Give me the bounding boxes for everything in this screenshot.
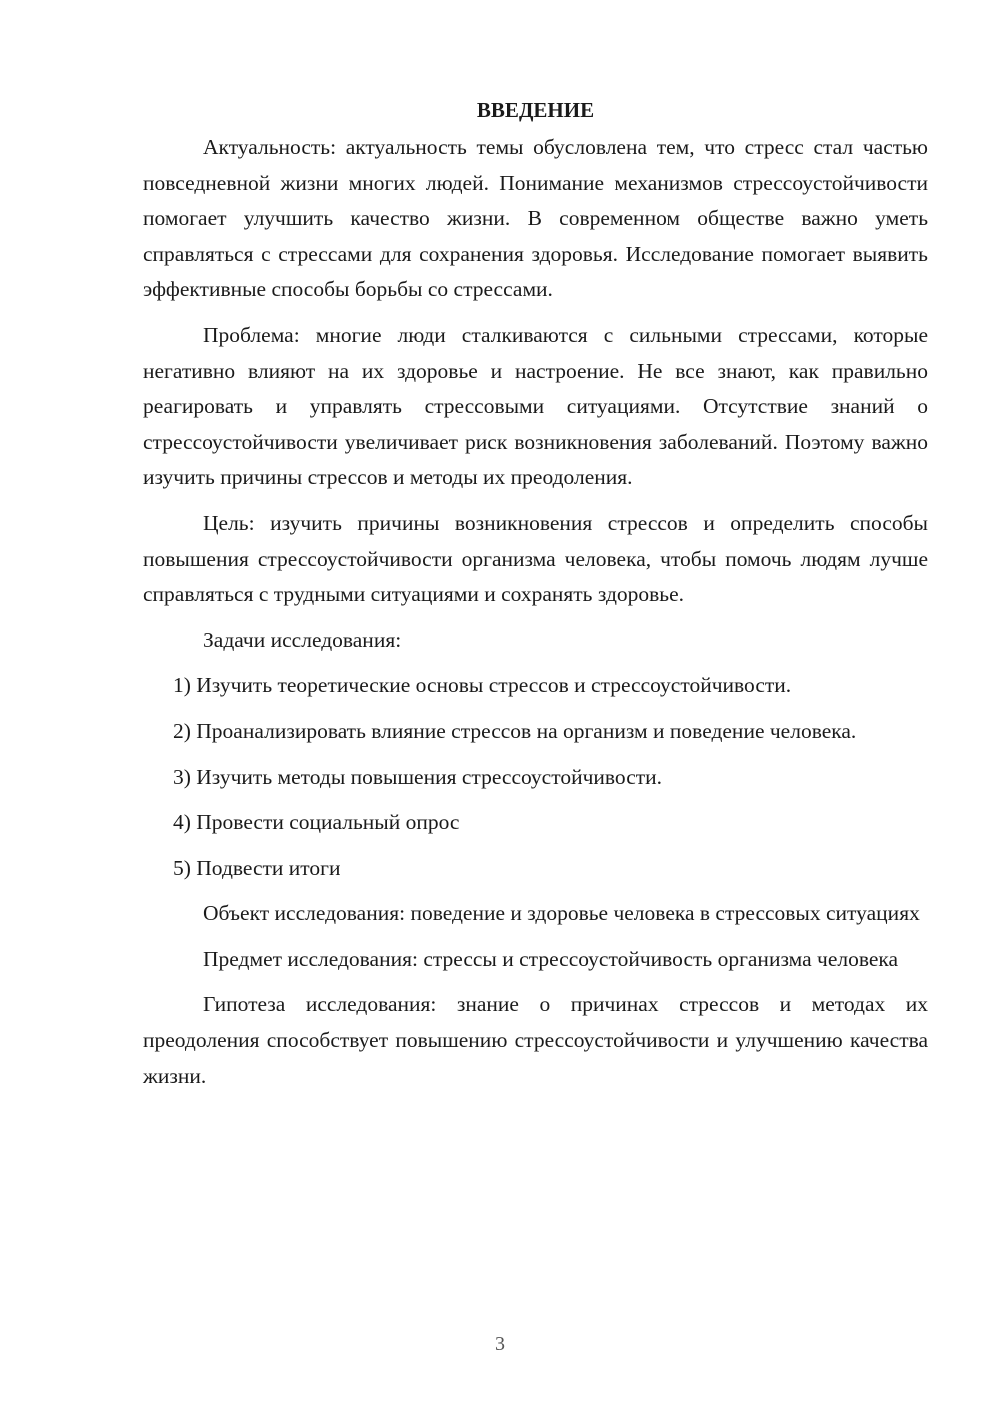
list-item: 5) Подвести итоги <box>173 855 341 880</box>
page-number: 3 <box>495 1333 505 1355</box>
hypothesis-paragraph: Гипотеза исследования: знание о причинах стрессов и методах их преодоления способствует повышению стрессоустойчивости и улучшению качества жизни. <box>143 992 928 1088</box>
document-page <box>143 92 928 1104</box>
goal-paragraph: Цель: изучить причины возникновения стрессов и определить способы повышения стрессоустойчивости организма человека, чтобы помочь людям лучше справляться с трудными ситуациями и сохранять здоровье. <box>143 510 928 607</box>
page-title: ВВЕДЕНИЕ <box>476 98 595 122</box>
list-item: 4) Провести социальный опрос <box>173 810 460 835</box>
problem-paragraph: Проблема: многие люди сталкиваются с сильными стрессами, которые негативно влияют на их здоровье и настроение. Не все знают, как правильно реагировать и управлять стрессовыми ситуациями. Отсутствие знаний о стрессоустойчивости увеличивает риск возникновения заболеваний. Поэтому важно изучить причины стрессов и методы их преодоления. <box>143 322 928 490</box>
tasks-list <box>143 668 928 886</box>
list-item: 1) Изучить теоретические основы стрессов и стрессоустойчивости. <box>173 673 792 698</box>
object-paragraph: Объект исследования: поведение и здоровье человека в стрессовых ситуациях <box>203 901 920 926</box>
relevance-paragraph: Актуальность: актуальность темы обусловлена тем, что стресс стал частью повседневной жизни многих людей. Понимание механизмов стрессоустойчивости помогает улучшить качество жизни. В современном обществе важно уметь справляться с стрессами для сохранения здоровья. Исследование помогает выявить эффективные способы борьбы со стрессами. <box>143 135 928 302</box>
tasks-heading: Задачи исследования: <box>203 627 402 652</box>
list-item: 2) Проанализировать влияние стрессов на организм и поведение человека. <box>173 718 857 743</box>
list-item: 3) Изучить методы повышения стрессоустойчивости. <box>173 764 663 789</box>
subject-paragraph: Предмет исследования: стрессы и стрессоустойчивость организма человека <box>203 946 899 971</box>
